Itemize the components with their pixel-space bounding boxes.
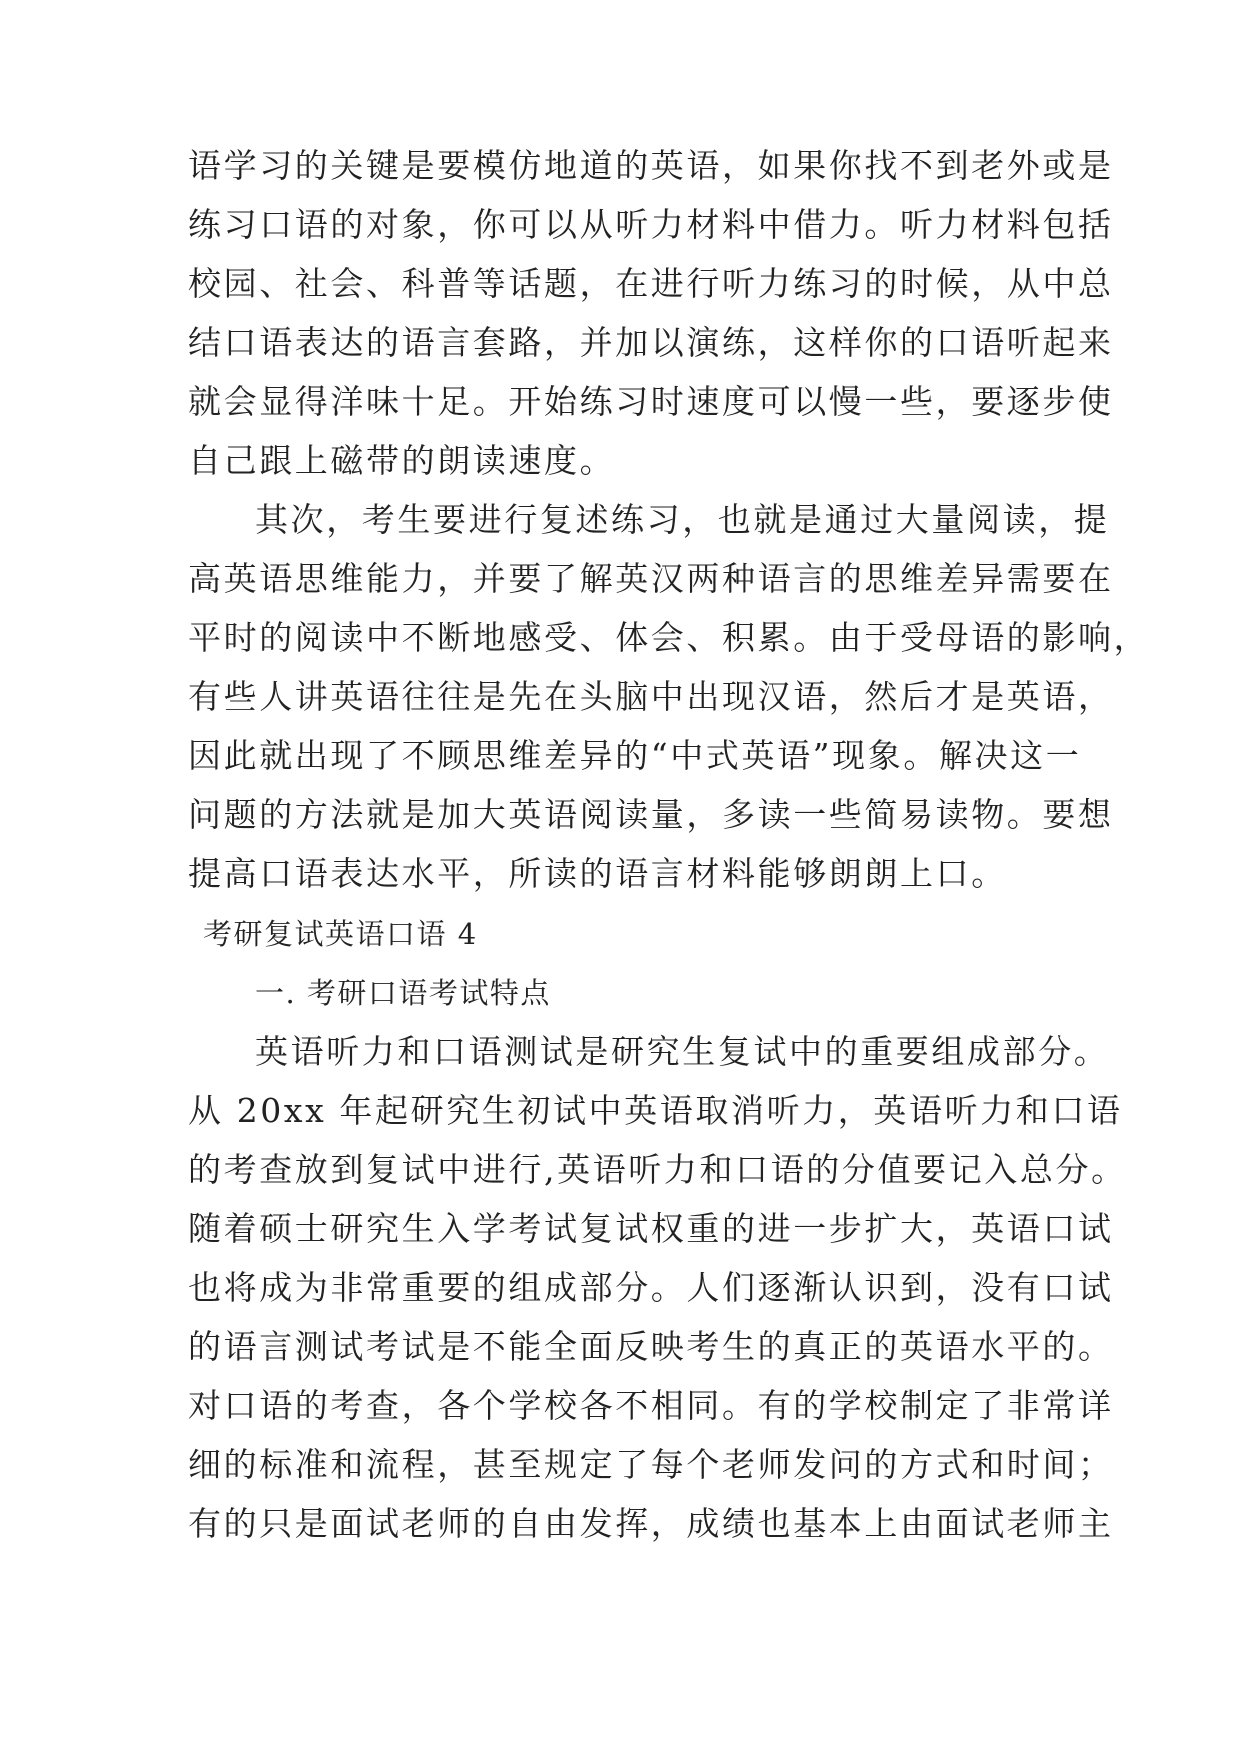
section-heading: 考研复试英语口语 4 — [203, 917, 478, 951]
text-line: 从 20xx 年起研究生初试中英语取消听力，英语听力和口语 — [188, 1091, 1123, 1130]
paragraph-first-line: 其次，考生要进行复述练习，也就是通过大量阅读，提 — [255, 500, 1110, 539]
text-line: 因此就出现了不顾思维差异的“中式英语”现象。解决这一 — [188, 736, 1082, 775]
text-line: 练习口语的对象，你可以从听力材料中借力。听力材料包括 — [188, 205, 1114, 244]
text-line: 有些人讲英语往往是先在头脑中出现汉语，然后才是英语， — [188, 677, 1114, 716]
text-line: 结口语表达的语言套路，并加以演练，这样你的口语听起来 — [188, 323, 1114, 362]
text-line: 平时的阅读中不断地感受、体会、积累。由于受母语的影响， — [188, 618, 1150, 657]
text-line: 校园、社会、科普等话题，在进行听力练习的时候，从中总 — [188, 264, 1114, 303]
paragraph-first-line: 英语听力和口语测试是研究生复试中的重要组成部分。 — [255, 1032, 1110, 1071]
text-line: 细的标准和流程，甚至规定了每个老师发问的方式和时间； — [188, 1445, 1114, 1484]
text-line: 的考查放到复试中进行,英语听力和口语的分值要记入总分。 — [188, 1150, 1127, 1189]
text-line: 随着硕士研究生入学考试复试权重的进一步扩大，英语口试 — [188, 1209, 1114, 1248]
text-line: 自己跟上磁带的朗读速度。 — [188, 441, 616, 480]
text-line: 也将成为非常重要的组成部分。人们逐渐认识到，没有口试 — [188, 1268, 1114, 1307]
section-subheading: 一. 考研口语考试特点 — [255, 976, 551, 1010]
text-line: 就会显得洋味十足。开始练习时速度可以慢一些，要逐步使 — [188, 382, 1114, 421]
text-line: 问题的方法就是加大英语阅读量，多读一些简易读物。要想 — [188, 795, 1114, 834]
text-line: 有的只是面试老师的自由发挥，成绩也基本上由面试老师主 — [188, 1504, 1114, 1543]
text-line: 提高口语表达水平，所读的语言材料能够朗朗上口。 — [188, 854, 1007, 893]
text-line: 高英语思维能力，并要了解英汉两种语言的思维差异需要在 — [188, 559, 1114, 598]
text-line: 的语言测试考试是不能全面反映考生的真正的英语水平的。 — [188, 1327, 1114, 1366]
text-line: 语学习的关键是要模仿地道的英语，如果你找不到老外或是 — [188, 146, 1114, 185]
text-line: 对口语的考查，各个学校各不相同。有的学校制定了非常详 — [188, 1386, 1114, 1425]
